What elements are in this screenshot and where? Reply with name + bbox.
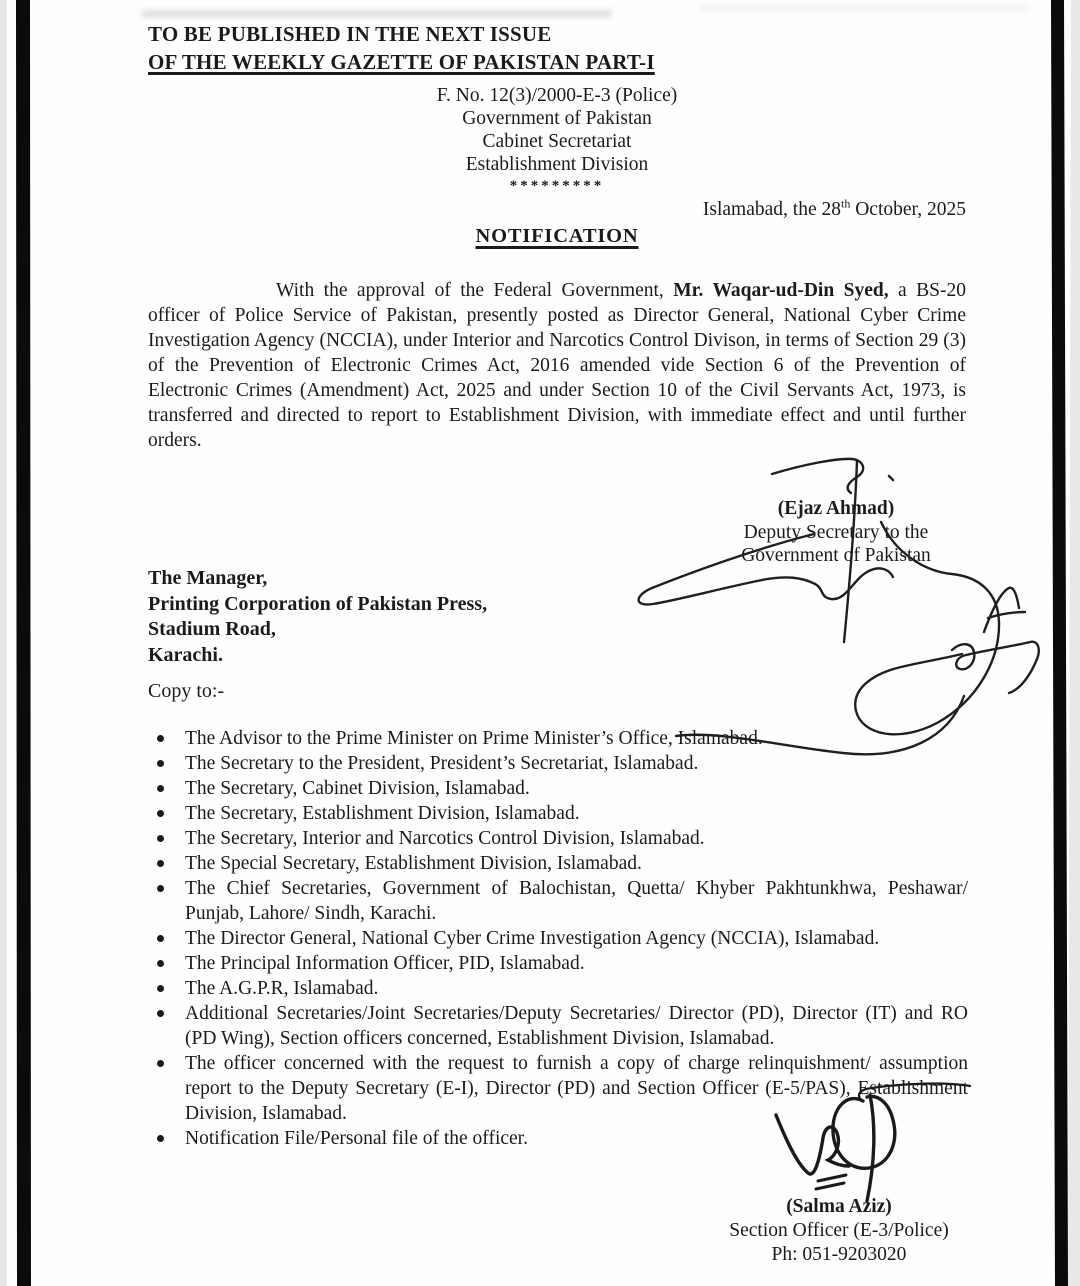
bullet-icon bbox=[157, 785, 164, 792]
bullet-icon bbox=[157, 735, 164, 742]
org-line-division: Establishment Division bbox=[465, 154, 649, 175]
officer-name-bold: Mr. Waqar-ud-Din Syed, bbox=[673, 279, 889, 301]
addressee-line-press: Printing Corporation of Pakistan Press, bbox=[148, 592, 488, 615]
dateline bbox=[148, 196, 966, 221]
signatory-name-ejaz-ahmad: (Ejaz Ahmad) bbox=[777, 498, 895, 519]
gazette-header bbox=[148, 20, 848, 76]
signatory-title-line1: Deputy Secretary to the bbox=[743, 521, 929, 543]
bullet-icon bbox=[157, 810, 164, 817]
list-item: The Secretary, Establishment Division, Islamabad. bbox=[148, 801, 968, 826]
body-text-before-name: With the approval of the Federal Government, bbox=[276, 279, 674, 301]
addressee-line-road: Stadium Road, bbox=[148, 618, 276, 640]
list-item: The Secretary, Interior and Narcotics Control Division, Islamabad. bbox=[148, 826, 968, 851]
list-item: The Special Secretary, Establishment Division, Islamabad. bbox=[148, 851, 968, 876]
org-line-secretariat: Cabinet Secretariat bbox=[482, 131, 632, 152]
notification-title: NOTIFICATION bbox=[475, 225, 639, 247]
list-item: The Secretary, Cabinet Division, Islamabad. bbox=[148, 776, 968, 801]
bullet-icon bbox=[157, 985, 164, 992]
list-item: The Chief Secretaries, Government of Balochistan, Quetta/ Khyber Pakhtunkhwa, Peshawar/ Punjab, Lahore/ Sindh, Karachi. bbox=[148, 876, 968, 926]
list-item: The A.G.P.R, Islamabad. bbox=[148, 976, 968, 1001]
signatory-phone: Ph: 051-9203020 bbox=[771, 1244, 907, 1265]
list-item: The Director General, National Cyber Crime Investigation Agency (NCCIA), Islamabad. bbox=[148, 926, 968, 951]
signatory-title-line2: Government of Pakistan bbox=[741, 545, 931, 566]
body-text-after-name: a BS-20 officer of Police Service of Pakistan, presently posted as Director General, National Cyber Crime Investigation Agency (NCCIA), under Interior and Narcotics Control Divison, in terms of Section 29 (3) of the Prevention of Electronic Crimes Act, 2016 amended vide Section 6 of the Prevention of Electronic Crimes (Amendment) Act, 2025 and under Section 10 of the Civil Servants Act, 1973, is transferred and directed to report to Establishment Division, with immediate effect and until further orders. bbox=[148, 279, 966, 451]
copy-to-label: Copy to:- bbox=[148, 680, 225, 702]
bullet-icon bbox=[157, 760, 164, 767]
dateline-suffix: October, 2025 bbox=[850, 199, 966, 220]
bullet-icon bbox=[157, 885, 164, 892]
letterhead bbox=[148, 84, 966, 196]
addressee-block bbox=[148, 566, 628, 668]
file-reference-number: F. No. 12(3)/2000-E-3 (Police) bbox=[436, 85, 678, 106]
list-item: Notification File/Personal file of the officer. bbox=[148, 1126, 968, 1151]
org-line-government: Government of Pakistan bbox=[462, 108, 652, 129]
bullet-icon bbox=[157, 1135, 164, 1142]
notification-body-paragraph bbox=[148, 278, 966, 453]
star-separator: ********* bbox=[509, 178, 605, 194]
bullet-icon bbox=[157, 960, 164, 967]
list-item: Additional Secretaries/Joint Secretaries/Deputy Secretaries/ Director (PD), Director (IT) and RO (PD Wing), Section officers concerned, Establishment Division, Islamabad. bbox=[148, 1001, 968, 1051]
signatory-title: Section Officer (E-3/Police) bbox=[729, 1220, 949, 1241]
copy-distribution-list bbox=[148, 726, 968, 1151]
list-item: The officer concerned with the request to furnish a copy of charge relinquishment/ assumption report to the Deputy Secretary (E-I), Director (PD) and Section Officer (E-5/PAS), Establishment Division, Islamabad. bbox=[148, 1051, 968, 1126]
list-item: The Advisor to the Prime Minister on Prime Minister’s Office, Islamabad. bbox=[148, 726, 968, 751]
signatory-name-salma-aziz: (Salma Aziz) bbox=[786, 1196, 892, 1217]
dateline-prefix: Islamabad, the 28 bbox=[702, 199, 841, 220]
bullet-icon bbox=[157, 1060, 164, 1067]
list-item: The Principal Information Officer, PID, Islamabad. bbox=[148, 951, 968, 976]
addressee-line-manager: The Manager, bbox=[148, 567, 268, 589]
addressee-line-city: Karachi. bbox=[148, 643, 223, 666]
bullet-icon bbox=[157, 935, 164, 942]
gazette-header-line2: OF THE WEEKLY GAZETTE OF PAKISTAN PART-I bbox=[148, 50, 655, 74]
signatory-block-deputy-secretary bbox=[700, 497, 972, 568]
bullet-icon bbox=[157, 1010, 164, 1017]
bullet-icon bbox=[157, 860, 164, 867]
list-item: The Secretary to the President, President’s Secretariat, Islamabad. bbox=[148, 751, 968, 776]
dateline-ordinal-suffix: th bbox=[841, 196, 851, 211]
gazette-header-line1: TO BE PUBLISHED IN THE NEXT ISSUE bbox=[148, 22, 552, 46]
signatory-block-section-officer bbox=[700, 1195, 978, 1267]
bullet-icon bbox=[157, 835, 164, 842]
